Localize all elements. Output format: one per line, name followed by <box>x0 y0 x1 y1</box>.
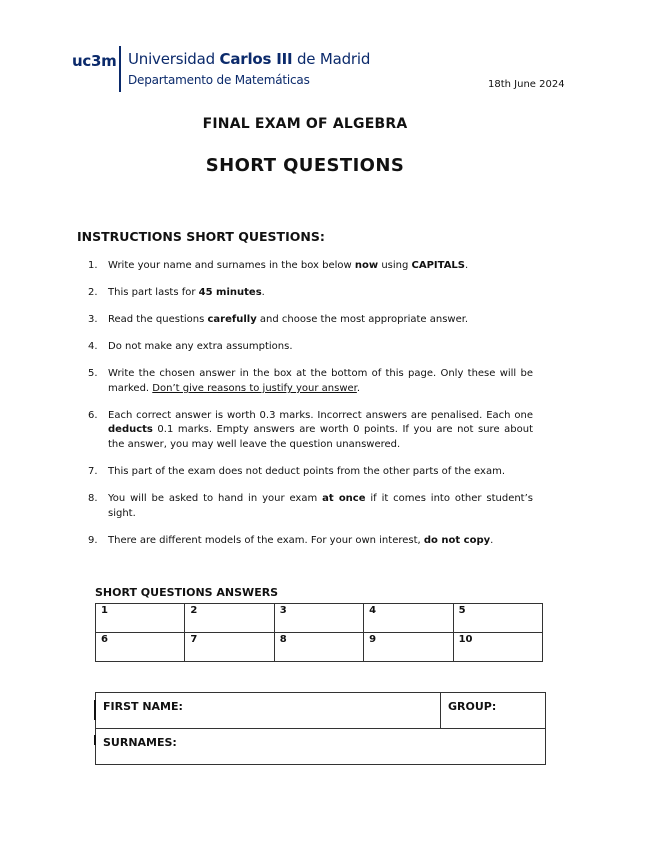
exam-date: 18th June 2024 <box>488 79 565 90</box>
university-name <box>128 50 370 68</box>
university-bold: Carlos III <box>219 50 293 68</box>
instruction-item <box>88 492 533 521</box>
instruction-number: 4. <box>88 341 98 353</box>
student-info-row <box>96 693 546 729</box>
instruction-text: Write the chosen answer in the box at the bottom of this page. Only these will be marked. Don’t give reasons to justify your answer. <box>108 368 533 394</box>
instruction-text: Read the questions carefully and choose the most appropriate answer. <box>108 314 469 326</box>
instruction-number: 8. <box>88 493 98 505</box>
instruction-number: 1. <box>88 260 98 271</box>
instruction-text: This part lasts for 45 minutes. <box>108 287 265 299</box>
instruction-text: Each correct answer is worth 0.3 marks. Incorrect answers are penalised. Each one deducts 0.1 marks. Empty answers are worth 0 points. If you are not sure about the answer, you may well leave the question unanswered. <box>108 409 533 450</box>
answer-box-2[interactable]: 2 <box>185 604 274 633</box>
instruction-number: 2. <box>88 287 98 299</box>
group-field[interactable]: GROUP: <box>441 693 546 729</box>
instruction-text: Do not make any extra assumptions. <box>108 341 293 353</box>
instruction-number: 7. <box>88 466 98 478</box>
answer-box-7[interactable]: 7 <box>185 633 274 662</box>
student-info-row <box>96 729 546 765</box>
student-info-table <box>95 692 546 765</box>
exam-title: FINAL EXAM OF ALGEBRA <box>202 116 408 132</box>
instruction-text: Write your name and surnames in the box below now using CAPITALS. <box>108 260 469 271</box>
margin-tick <box>94 735 96 745</box>
instruction-number: 3. <box>88 314 98 326</box>
answers-row <box>96 633 543 662</box>
instruction-number: 5. <box>88 368 98 380</box>
instruction-item <box>88 465 533 480</box>
instruction-item <box>88 534 533 549</box>
university-prefix: Universidad <box>128 50 220 68</box>
instruction-item <box>88 409 533 453</box>
section-title: SHORT QUESTIONS <box>205 155 405 176</box>
logo-divider <box>119 46 121 92</box>
answer-box-4[interactable]: 4 <box>364 604 453 633</box>
first-name-field[interactable]: FIRST NAME: <box>96 693 441 729</box>
surnames-field[interactable]: SURNAMES: <box>96 729 546 765</box>
answers-table <box>95 603 543 662</box>
answer-box-3[interactable]: 3 <box>274 604 363 633</box>
answer-box-5[interactable]: 5 <box>453 604 542 633</box>
instruction-item <box>88 367 533 396</box>
answer-box-1[interactable]: 1 <box>96 604 185 633</box>
instruction-text: This part of the exam does not deduct points from the other parts of the exam. <box>108 466 505 478</box>
answer-box-9[interactable]: 9 <box>364 633 453 662</box>
answers-row <box>96 604 543 633</box>
logo-mark: uc3m <box>72 52 117 70</box>
answer-box-6[interactable]: 6 <box>96 633 185 662</box>
instruction-item <box>88 286 533 301</box>
instructions-heading: INSTRUCTIONS SHORT QUESTIONS: <box>77 229 325 244</box>
margin-tick <box>94 700 96 720</box>
instruction-item <box>88 259 533 274</box>
instruction-item <box>88 340 533 355</box>
instruction-text: There are different models of the exam. For your own interest, do not copy. <box>108 534 494 546</box>
answer-box-8[interactable]: 8 <box>274 633 363 662</box>
answer-box-10[interactable]: 10 <box>453 633 542 662</box>
university-suffix: de Madrid <box>292 50 371 68</box>
instruction-text: You will be asked to hand in your exam at once if it comes into other student’s sight. <box>108 493 533 519</box>
instruction-number: 6. <box>88 409 98 421</box>
instruction-number: 9. <box>88 534 98 546</box>
answers-heading: SHORT QUESTIONS ANSWERS <box>95 586 279 599</box>
instructions-list <box>88 259 533 561</box>
department-name: Departamento de Matemáticas <box>128 73 310 87</box>
instruction-item <box>88 313 533 328</box>
